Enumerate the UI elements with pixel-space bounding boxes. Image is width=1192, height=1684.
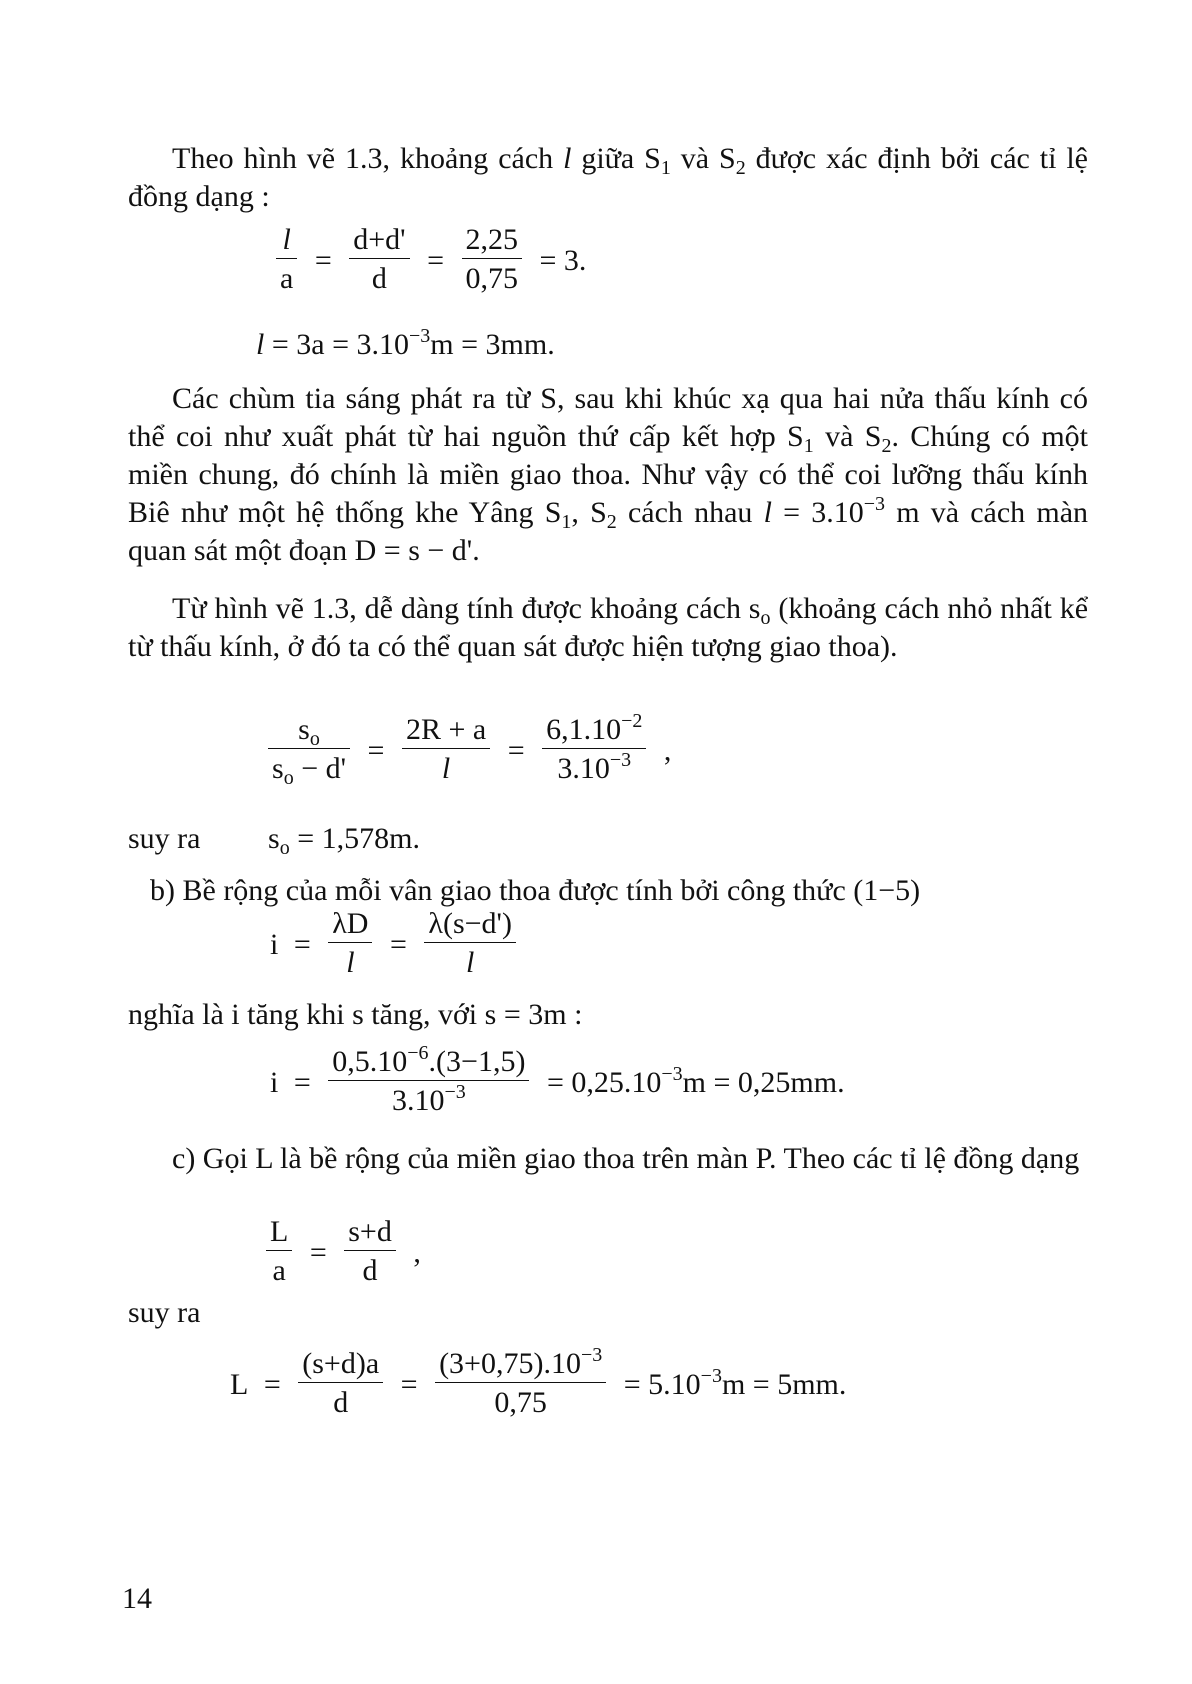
equation-so-value: $s_o = 1,578m$. bbox=[268, 822, 420, 859]
paragraph-3: Từ hình vẽ 1.3, dễ dàng tính được khoảng cách $s_o$ (khoảng cách nhỏ nhất kể từ thấu kính, ở đó ta có thể quan sát được hiện tượng giao thoa). bbox=[128, 592, 1089, 663]
suy-ra-label-1: suy ra bbox=[128, 822, 201, 855]
paragraph-1: Theo hình vẽ 1.3, khoảng cách l giữa $S_1$ và $S_2$ được xác định bởi các tỉ lệ đồng dạng : bbox=[128, 142, 1088, 213]
equation-ratio-L-a: $\frac{L}{a}$ = $\frac{s+d}{d}$ , bbox=[260, 1214, 425, 1291]
paragraph-5: nghĩa là i tăng khi s tăng, với s = 3m : bbox=[128, 998, 583, 1031]
equation-so-ratio: $\frac{s_o}{s_o - d'}$ = $\frac{2R + a}{l}$ = $\frac{6,1.10^{-2}}{3.10^{-3}}$ , bbox=[262, 712, 675, 789]
equation-L-value: L = $\frac{(s+d)a}{d}$ = $\frac{(3+0,75).10^{-3}}{0,75}$ = $5.10^{-3}m = 5mm$. bbox=[230, 1344, 847, 1419]
equation-l-value: $l = 3a = 3.10^{-3}m = 3mm$. bbox=[256, 325, 555, 361]
equation-fringe-width: i = $\frac{\lambda D}{l}$ = $\frac{\lambda(s-d')}{l}$ bbox=[266, 906, 522, 983]
paragraph-4: b) Bề rộng của mỗi vân giao thoa được tính bởi công thức (1−5) bbox=[150, 874, 921, 907]
equation-i-value: i = $\frac{0,5.10^{-6}.(3-1,5)}{3.10^{-3}}$ = $0,25.10^{-3}m = 0,25mm$. bbox=[270, 1042, 845, 1117]
equation-ratio-l-a: $\frac{l}{a}$ = $\frac{d+d'}{d}$ = $\frac{2,25}{0,75}$ = 3. bbox=[270, 222, 590, 299]
paragraph-6: c) Gọi L là bề rộng của miền giao thoa trên màn P. Theo các tỉ lệ đồng dạng bbox=[172, 1142, 1080, 1175]
page-number: 14 bbox=[122, 1582, 152, 1615]
paragraph-2: Các chùm tia sáng phát ra từ S, sau khi khúc xạ qua hai nửa thấu kính có thể coi như xuất phát từ hai nguồn thứ cấp kết hợp $S_1$ và $S_2$. Chúng có một miền chung, đó chính là miền giao thoa. Như vậy có thể coi lưỡng thấu kính Biê như một hệ thống khe Yâng $S_1$, $S_2$ cách nhau $l = 3.10^{-3}$ m và cách màn quan sát một đoạn D = s − d'. bbox=[128, 382, 1089, 567]
suy-ra-label-2: suy ra bbox=[128, 1296, 201, 1329]
